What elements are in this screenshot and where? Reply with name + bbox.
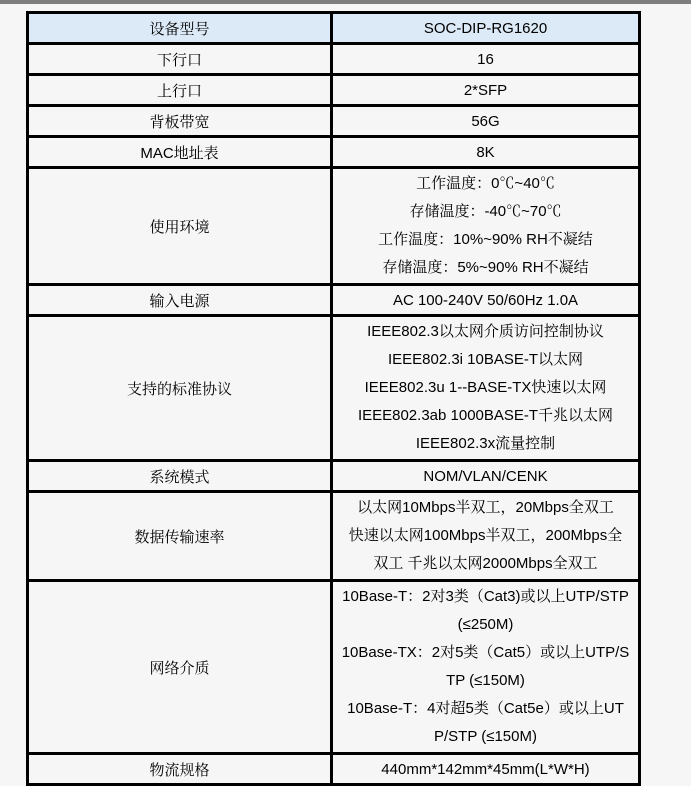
spec-label-cell: 设备型号 — [28, 13, 332, 44]
spec-value-line: 10Base-T：2对3类（Cat3)或以上UTP/STP — [342, 588, 629, 605]
spec-label-cell: 下行口 — [28, 44, 332, 75]
spec-value-line: 10Base-T：4对超5类（Cat5e）或以上UT — [347, 700, 624, 717]
spec-value-line: 16 — [477, 50, 494, 68]
spec-value-line: 工作温度：10%~90% RH不凝结 — [378, 231, 593, 248]
spec-label-cell: 使用环境 — [28, 168, 332, 285]
spec-value-cell — [332, 168, 640, 285]
spec-value-line: 2*SFP — [463, 81, 508, 99]
table-row — [28, 754, 640, 785]
spec-value-line: IEEE802.3以太网介质访问控制协议 — [367, 323, 604, 340]
spec-value-cell — [332, 754, 640, 785]
spec-value-line: TP (≤150M) — [446, 672, 525, 689]
spec-value-line: 存储温度：-40℃~70℃ — [409, 203, 562, 220]
spec-label-cell: 数据传输速率 — [28, 492, 332, 581]
table-row — [28, 285, 640, 316]
spec-value-cell — [332, 137, 640, 168]
spec-value-line: 8K — [476, 143, 495, 161]
spec-label-cell: 物流规格 — [28, 754, 332, 785]
spec-value-line: P/STP (≤150M) — [434, 728, 537, 745]
spec-value-line: 存储温度：5%~90% RH不凝结 — [382, 259, 589, 276]
spec-label-cell: 背板带宽 — [28, 106, 332, 137]
spec-value-cell — [332, 461, 640, 492]
spec-value-cell — [332, 581, 640, 754]
spec-value-line: SOC-DIP-RG1620 — [423, 19, 548, 37]
table-row — [28, 168, 640, 285]
spec-value-line: 10Base-TX：2对5类（Cat5）或以上UTP/S — [341, 644, 630, 661]
spec-value-line: IEEE802.3x流量控制 — [415, 435, 556, 452]
spec-value-line: 快速以太网100Mbps半双工，200Mbps全 — [348, 527, 623, 544]
top-gray-bar — [0, 0, 691, 4]
spec-label-cell: 系统模式 — [28, 461, 332, 492]
spec-value-line: NOM/VLAN/CENK — [423, 467, 548, 485]
table-row — [28, 106, 640, 137]
spec-value-line: IEEE802.3u 1--BASE-TX快速以太网 — [364, 379, 607, 396]
spec-value-line: 双工 千兆以太网2000Mbps全双工 — [373, 555, 598, 572]
spec-table — [26, 11, 641, 786]
table-row — [28, 137, 640, 168]
spec-value-line: IEEE802.3i 10BASE-T以太网 — [387, 351, 584, 368]
spec-value-cell — [332, 13, 640, 44]
spec-value-cell — [332, 106, 640, 137]
spec-value-cell — [332, 44, 640, 75]
table-row — [28, 461, 640, 492]
spec-value-line: 以太网10Mbps半双工，20Mbps全双工 — [357, 499, 614, 516]
table-row — [28, 581, 640, 754]
spec-value-cell — [332, 316, 640, 461]
spec-label-cell: MAC地址表 — [28, 137, 332, 168]
table-row — [28, 75, 640, 106]
spec-value-line: 工作温度：0℃~40℃ — [416, 175, 555, 192]
spec-label-cell: 网络介质 — [28, 581, 332, 754]
spec-value-cell — [332, 285, 640, 316]
spec-table-container — [26, 11, 641, 786]
spec-label-cell: 上行口 — [28, 75, 332, 106]
table-row — [28, 44, 640, 75]
table-row — [28, 492, 640, 581]
table-header-row — [28, 13, 640, 44]
spec-value-line: 440mm*142mm*45mm(L*W*H) — [381, 760, 590, 778]
spec-value-cell — [332, 75, 640, 106]
spec-value-line: 56G — [471, 112, 500, 130]
spec-value-line: (≤250M) — [457, 616, 514, 633]
table-row — [28, 316, 640, 461]
spec-value-line: IEEE802.3ab 1000BASE-T千兆以太网 — [357, 407, 614, 424]
spec-value-line: AC 100-240V 50/60Hz 1.0A — [392, 291, 579, 309]
spec-value-cell — [332, 492, 640, 581]
spec-label-cell: 输入电源 — [28, 285, 332, 316]
spec-label-cell: 支持的标准协议 — [28, 316, 332, 461]
